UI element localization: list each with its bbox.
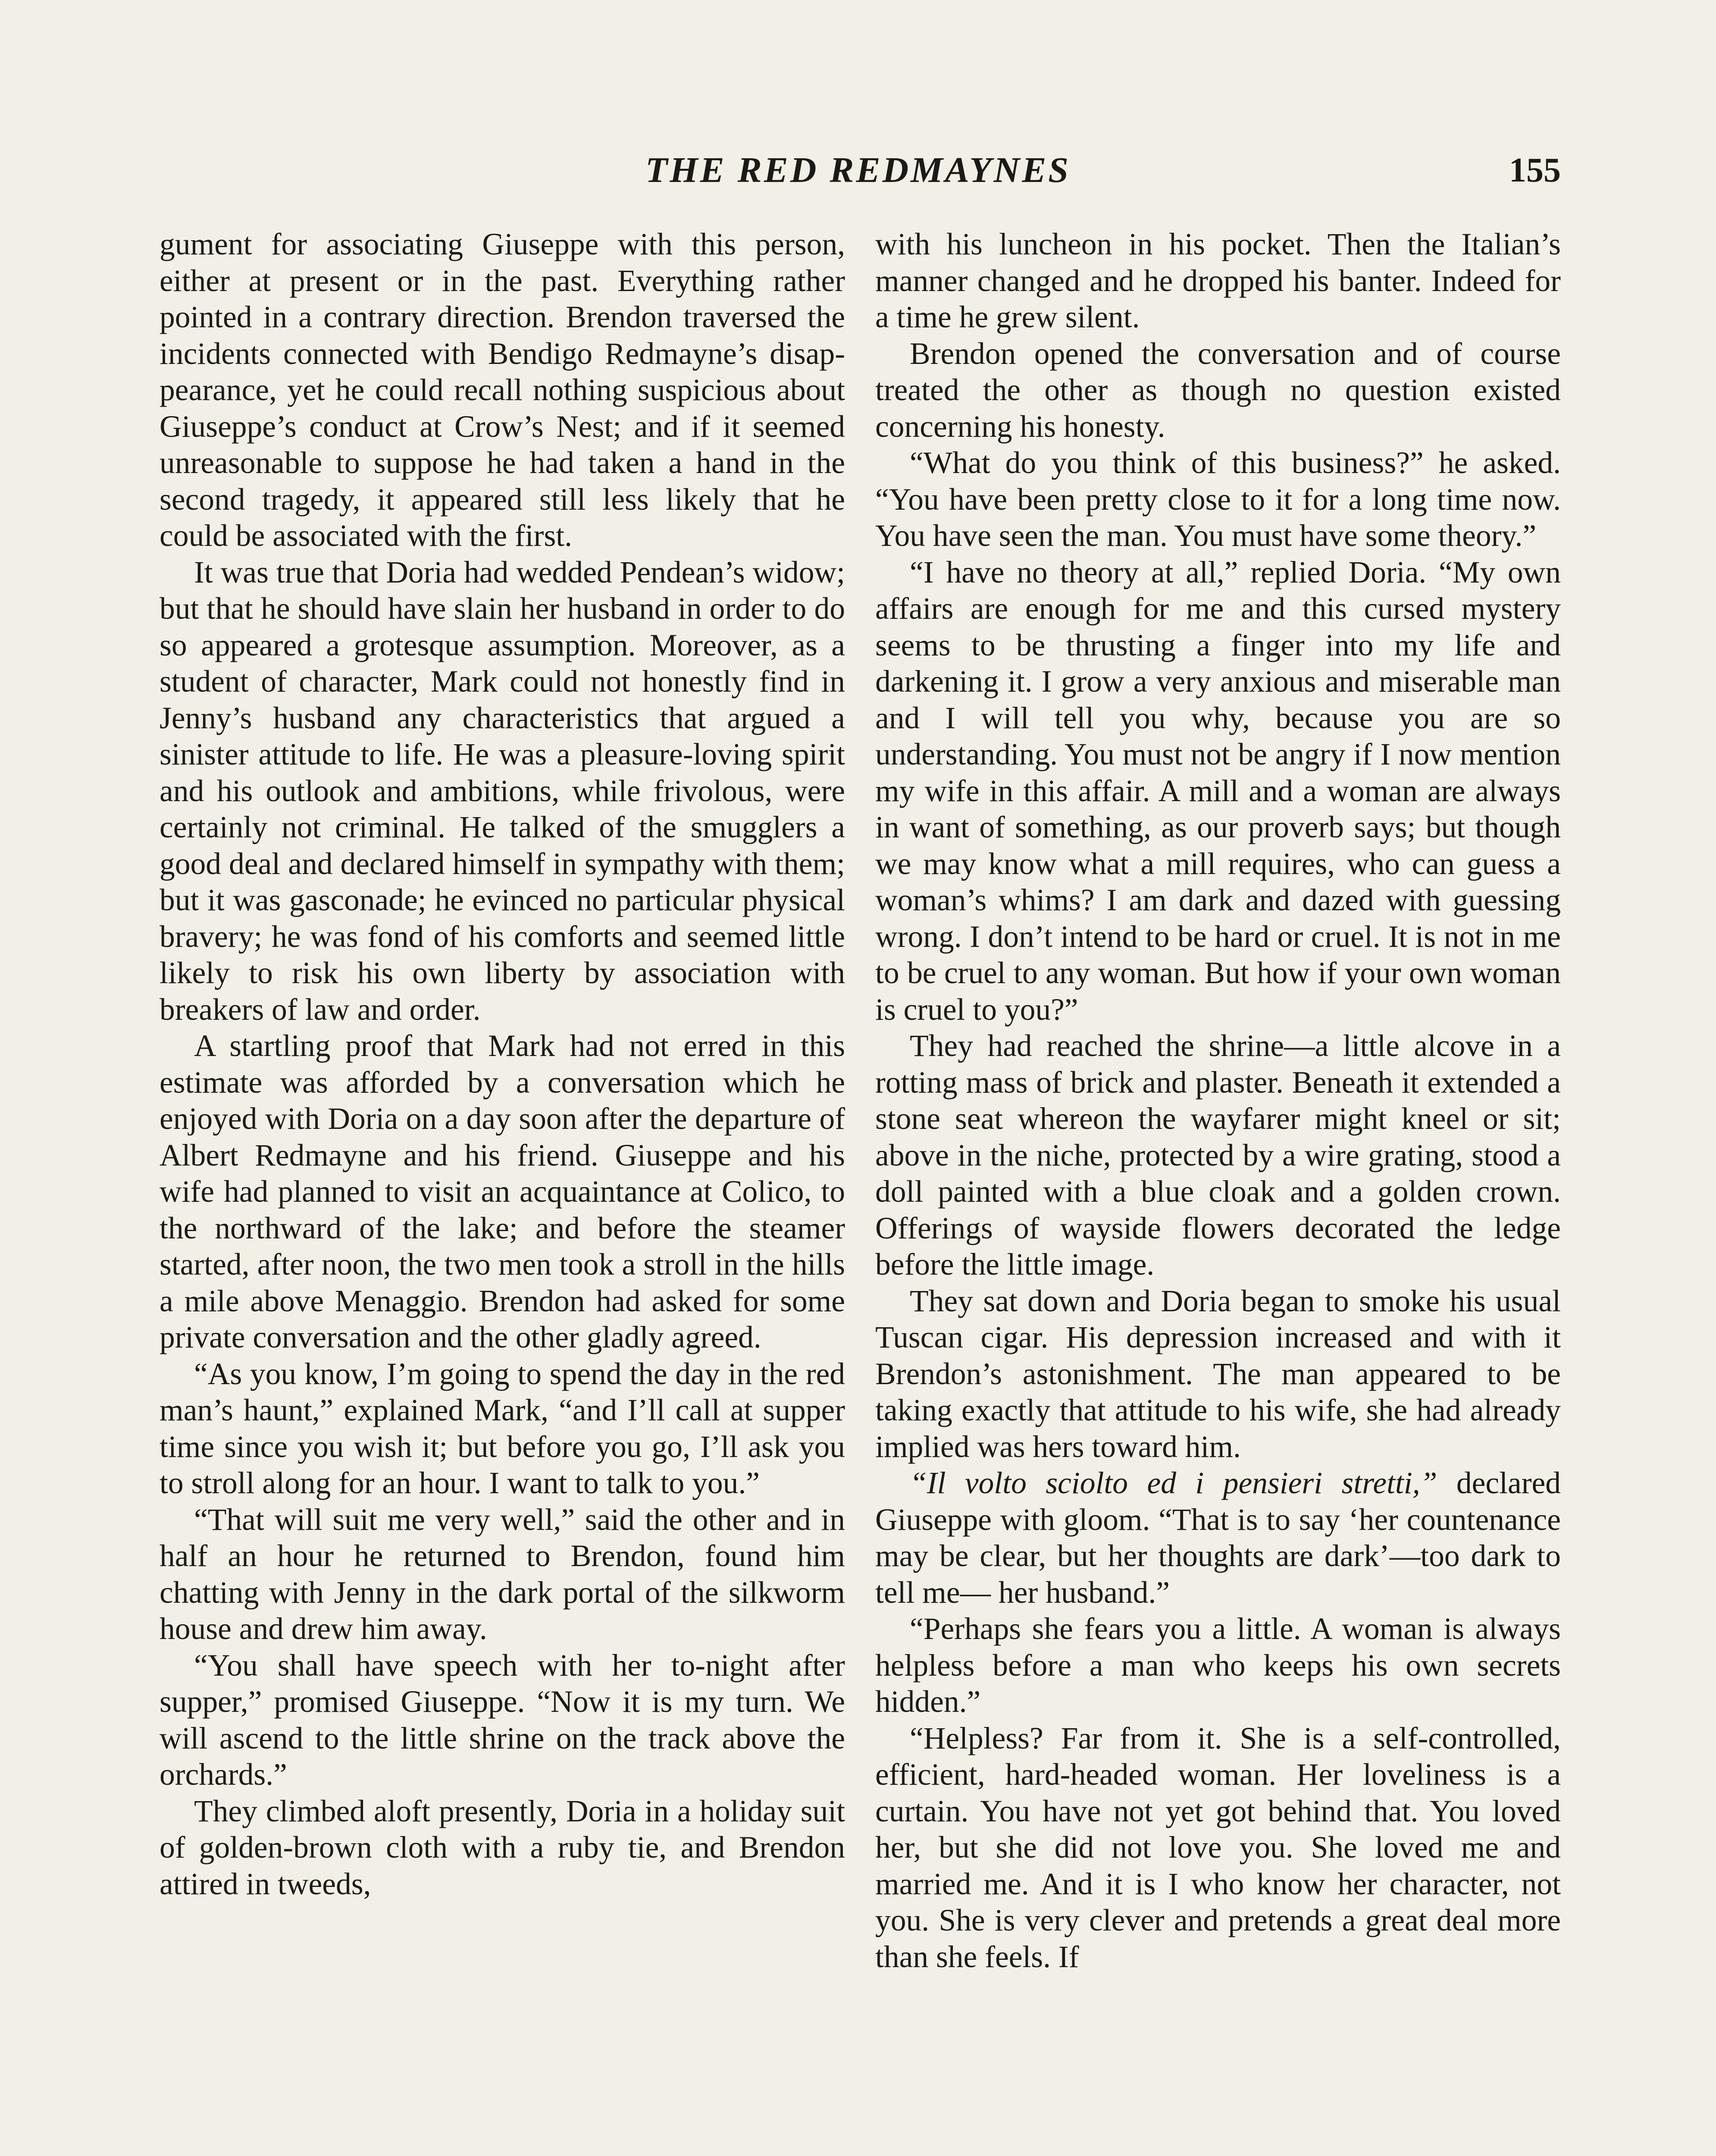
running-title: THE RED REDMAYNES <box>645 150 1071 190</box>
paragraph: They sat down and Doria began to smoke his usual Tuscan cigar. His depression increased and with it Brendon’s astonishment. The man appeared to be taking exactly that attitude to his wife, she had already implied was hers toward him. <box>875 1284 1561 1464</box>
paragraph: gument for associating Giuseppe with this person, either at present or in the past. Everything rather pointed in a contrary direction. Brendon traversed the incidents connected with Bendigo Redmayne’s disappearance, yet he could recall nothing suspicious about Giuseppe’s conduct at Crow’s Nest; and if it seemed unreasonable to suppose he had taken a hand in the second tragedy, it appeared still less likely that he could be associated with the first. <box>160 227 845 553</box>
italian-quote: “Il volto sciolto ed i pensieri stretti,” <box>910 1466 1437 1500</box>
paragraph: “Helpless? Far from it. She is a self-controlled, efficient, hard-headed woman. Her loveliness is a curtain. You have not yet got behind that. You loved her, but she did not love you. She loved me and married me. And it is I who know her character, not you. She is very clever and pretends a great deal more than she feels. If <box>875 1721 1561 1974</box>
right-column <box>875 226 1561 1975</box>
paragraph: “As you know, I’m going to spend the day in the red man’s haunt,” explained Mark, “and I’ll call at supper time since you wish it; but before you go, I’ll ask you to stroll along for an hour. I want to talk to you.” <box>160 1357 845 1500</box>
paragraph <box>875 1465 1561 1611</box>
paragraph: Brendon opened the conversation and of course treated the other as though no question existed concerning his honesty. <box>875 336 1561 444</box>
paragraph: “You shall have speech with her to-night after supper,” promised Giuseppe. “Now it is my turn. We will ascend to the little shrine on the track above the orchards.” <box>160 1648 845 1792</box>
running-head <box>155 147 1561 194</box>
paragraph: with his luncheon in his pocket. Then the Italian’s manner changed and he dropped his banter. Indeed for a time he grew silent. <box>875 227 1561 334</box>
paragraph: “I have no theory at all,” replied Doria. “My own affairs are enough for me and this cursed mystery seems to be thrusting a finger into my life and darkening it. I grow a very anxious and miserable man and I will tell you why, because you are so understanding. You must not be angry if I now mention my wife in this affair. A mill and a woman are always in want of something, as our proverb says; but though we may know what a mill requires, who can guess a woman’s whims? I am dark and dazed with guessing wrong. I don’t intend to be hard or cruel. It is not in me to be cruel to any woman. But how if your own woman is cruel to you?” <box>875 555 1561 1027</box>
paragraph: “Perhaps she fears you a little. A woman is always helpless before a man who keeps his own secrets hidden.” <box>875 1612 1561 1719</box>
paragraph: “What do you think of this business?” he asked. “You have been pretty close to it for a long time now. You have seen the man. You must have some theory.” <box>875 446 1561 553</box>
paragraph: A startling proof that Mark had not erred in this estimate was afforded by a conversation which he enjoyed with Doria on a day soon after the departure of Albert Redmayne and his friend. Giuseppe and his wife had planned to visit an acquaintance at Colico, to the northward of the lake; and before the steamer started, after noon, the two men took a stroll in the hills a mile above Menaggio. Brendon had asked for some private conversation and the other gladly agreed. <box>160 1029 845 1354</box>
paragraph: They had reached the shrine—a little alcove in a rotting mass of brick and plaster. Beneath it extended a stone seat whereon the wayfarer might kneel or sit; above in the niche, protected by a wire grating, stood a doll painted with a blue cloak and a golden crown. Offerings of wayside flowers decorated the ledge before the little image. <box>875 1029 1561 1282</box>
paragraph-text: declared Giuseppe with gloom. “That is to say ‘her countenance may be clear, but her thoughts are dark’—too dark to tell me— her husband.” <box>875 1466 1561 1610</box>
page-number: 155 <box>1509 151 1561 189</box>
paragraph: It was true that Doria had wedded Pendean’s widow; but that he should have slain her husband in order to do so appeared a grotesque assumption. Moreover, as a student of character, Mark could not honestly find in Jenny’s husband any characteristics that argued a sinister attitude to life. He was a pleasure-loving spirit and his outlook and ambitions, while frivolous, were certainly not criminal. He talked of the smugglers a good deal and declared himself in sympathy with them; but it was gasconade; he evinced no particular physical bravery; he was fond of his comforts and seemed little likely to risk his own liberty by association with breakers of law and order. <box>160 555 845 1027</box>
paragraph: They climbed aloft presently, Doria in a holiday suit of golden-brown cloth with a ruby tie, and Brendon attired in tweeds, <box>160 1794 845 1901</box>
left-column <box>160 226 845 1902</box>
paragraph: “That will suit me very well,” said the other and in half an hour he returned to Brendon, found him chatting with Jenny in the dark portal of the silkworm house and drew him away. <box>160 1502 845 1646</box>
